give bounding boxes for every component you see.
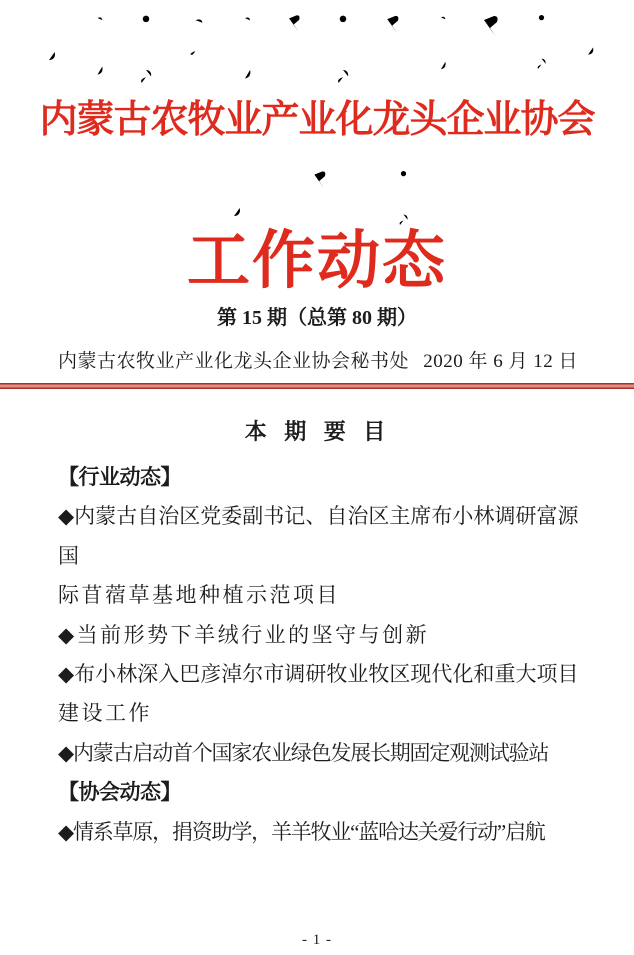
publisher-row bbox=[58, 349, 578, 375]
mongolian-word-icon bbox=[40, 13, 58, 65]
section-header-industry: 【行业动态】 bbox=[58, 465, 181, 489]
mongolian-word-icon bbox=[580, 13, 596, 59]
toc-item-line: ◆内蒙古自治区党委副书记、自治区主席布小林调研富源国 bbox=[58, 504, 578, 568]
toc-item-line: ◆布小林深入巴彦淖尔市调研牧业牧区现代化和重大项目 bbox=[58, 662, 578, 687]
mongolian-word-icon bbox=[138, 13, 154, 83]
toc-item-line: ◆情系草原，捐资助学，羊羊牧业“蓝哈达关爱行动”启航 bbox=[58, 819, 545, 844]
toc-item-line: 际苜蓿草基地种植示范项目 bbox=[58, 583, 340, 608]
mongolian-word-icon bbox=[535, 13, 548, 69]
issue-number: 第 15 期（总第 80 期） bbox=[217, 307, 417, 329]
mongolian-word-icon bbox=[237, 13, 253, 83]
masthead bbox=[0, 13, 634, 375]
mongolian-word-icon bbox=[397, 169, 410, 225]
toc-item-line: ◆内蒙古启动首个国家农业绿色发展长期固定观测试验站 bbox=[58, 740, 549, 765]
publisher-name: 内蒙古农牧业产业化龙头企业协会秘书处 bbox=[58, 351, 410, 372]
mongolian-word-icon bbox=[286, 13, 303, 33]
mongolian-word-icon bbox=[384, 13, 402, 35]
toc-item-line: ◆当前形势下羊绒行业的坚守与创新 bbox=[58, 622, 430, 647]
mongolian-word-icon bbox=[480, 13, 502, 39]
toc-item-line: 建设工作 bbox=[58, 701, 152, 726]
toc-list bbox=[58, 458, 578, 852]
page-footer bbox=[0, 932, 634, 949]
table-of-contents bbox=[58, 418, 578, 852]
mongolian-word-icon bbox=[335, 13, 351, 83]
mongolian-word-icon bbox=[311, 169, 329, 190]
red-divider-rule bbox=[0, 383, 634, 389]
bulletin-title: 工作动态 bbox=[187, 226, 447, 296]
section-header-association: 【协会动态】 bbox=[58, 780, 181, 805]
mongolian-word-icon bbox=[90, 13, 105, 79]
mongolian-word-icon bbox=[225, 169, 243, 221]
toc-heading: 本 期 要 目 bbox=[244, 419, 392, 444]
mongolian-script-subtitle bbox=[0, 169, 634, 227]
mongolian-word-icon bbox=[434, 13, 448, 73]
mongolian-script-banner bbox=[40, 13, 596, 87]
org-title: 内蒙古农牧业产业化龙头企业协会 bbox=[39, 99, 595, 141]
page-number: - 1 - bbox=[302, 932, 332, 948]
mongolian-word-icon bbox=[186, 13, 205, 55]
issue-date: 2020 年 6 月 12 日 bbox=[423, 351, 578, 372]
